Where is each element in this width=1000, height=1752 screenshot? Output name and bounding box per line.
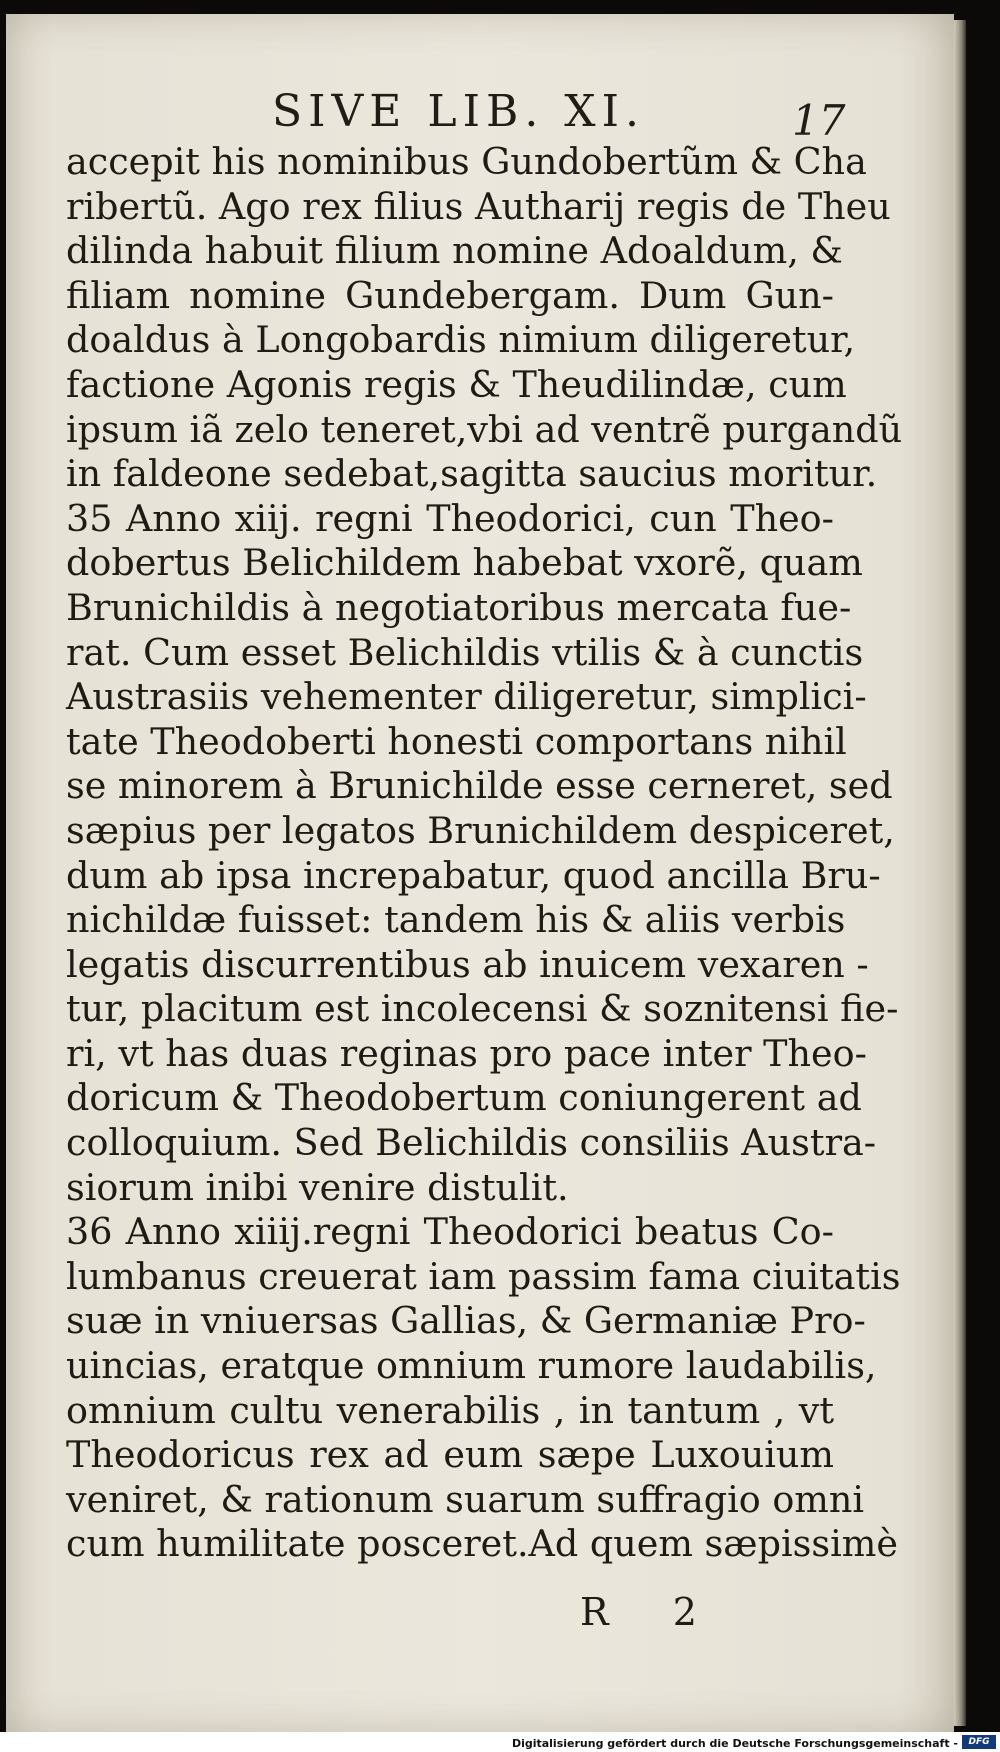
- text-line: lumbanus creuerat iam passim fama ciuitatis: [66, 1254, 901, 1298]
- text-line: tate Theodoberti honesti comportans nihil: [66, 719, 847, 763]
- text-line: filiam nomine Gundebergam. Dum Gun-: [66, 273, 834, 317]
- text-line: nichildæ fuisset: tandem his & aliis verbis: [66, 898, 846, 942]
- text-line: accepit his nominibus Gundobertũm & Cha: [66, 140, 867, 183]
- credit-text: Digitalisierung gefördert durch die Deutsche Forschungsgemeinschaft -: [511, 1737, 958, 1750]
- text-line: rat. Cum esset Belichildis vtilis & à cunctis: [66, 630, 864, 674]
- text-line: ipsum iã zelo teneret,vbi ad ventrẽ purgandũ: [66, 407, 903, 451]
- text-line: sæpius per legatos Brunichildem despiceret,: [66, 808, 895, 852]
- page-edge: [954, 20, 966, 1726]
- text-line: doricum & Theodobertum coniungerent ad: [66, 1076, 862, 1120]
- text-line: doaldus à Longobardis nimium diligeretur,: [66, 318, 856, 362]
- text-line: uincias, eratque omnium rumore laudabilis,: [66, 1344, 877, 1388]
- text-line: veniret, & rationum suarum suffragio omni: [66, 1477, 865, 1521]
- text-line: cum humilitate posceret.Ad quem sæpissimè: [66, 1522, 898, 1566]
- text-line: se minorem à Brunichilde esse cerneret, sed: [66, 764, 893, 808]
- running-header: SIVE LIB. XI.: [272, 86, 646, 137]
- text-line: Theodoricus rex ad eum sæpe Luxouium: [66, 1433, 834, 1477]
- text-line: legatis discurrentibus ab inuicem vexaren -: [66, 942, 869, 986]
- text-line: dilinda habuit filium nomine Adoaldum, &: [66, 229, 843, 273]
- text-line: suæ in vniuersas Gallias, & Germaniæ Pro-: [66, 1299, 866, 1343]
- text-line: tur, placitum est incolecensi & soznitensi fie-: [66, 987, 899, 1031]
- text-line: ri, vt has duas reginas pro pace inter Theo-: [66, 1031, 867, 1075]
- credit-bar: [0, 1732, 1000, 1752]
- dfg-logo: DFG: [962, 1735, 996, 1749]
- text-line: Brunichildis à negotiatoribus mercata fue-: [66, 585, 852, 629]
- text-line: dum ab ipsa increpabatur, quod ancilla Bru-: [66, 853, 881, 897]
- text-line: dobertus Belichildem habebat vxorẽ, quam: [66, 541, 863, 585]
- text-line: 35 Anno xiij. regni Theodorici, cun Theo-: [66, 496, 834, 540]
- text-line: siorum inibi venire distulit.: [66, 1165, 569, 1209]
- text-line: in faldeone sedebat,sagitta saucius moritur.: [66, 452, 878, 496]
- text-line: colloquium. Sed Belichildis consiliis Austra-: [66, 1121, 877, 1165]
- text-line: 36 Anno xiiij.regni Theodorici beatus Co-: [66, 1210, 834, 1254]
- body-text: [66, 140, 903, 1567]
- text-line: omnium cultu venerabilis , in tantum , vt: [66, 1388, 834, 1432]
- text-line: ribertũ. Ago rex filius Autharij regis de Theu: [66, 184, 891, 228]
- text-line: factione Agonis regis & Theudilindæ, cum: [66, 362, 847, 406]
- page-number: 17: [792, 96, 846, 145]
- text-line: Austrasiis vehementer diligeretur, simplici-: [66, 675, 867, 719]
- signature-mark: R 2: [580, 1590, 723, 1634]
